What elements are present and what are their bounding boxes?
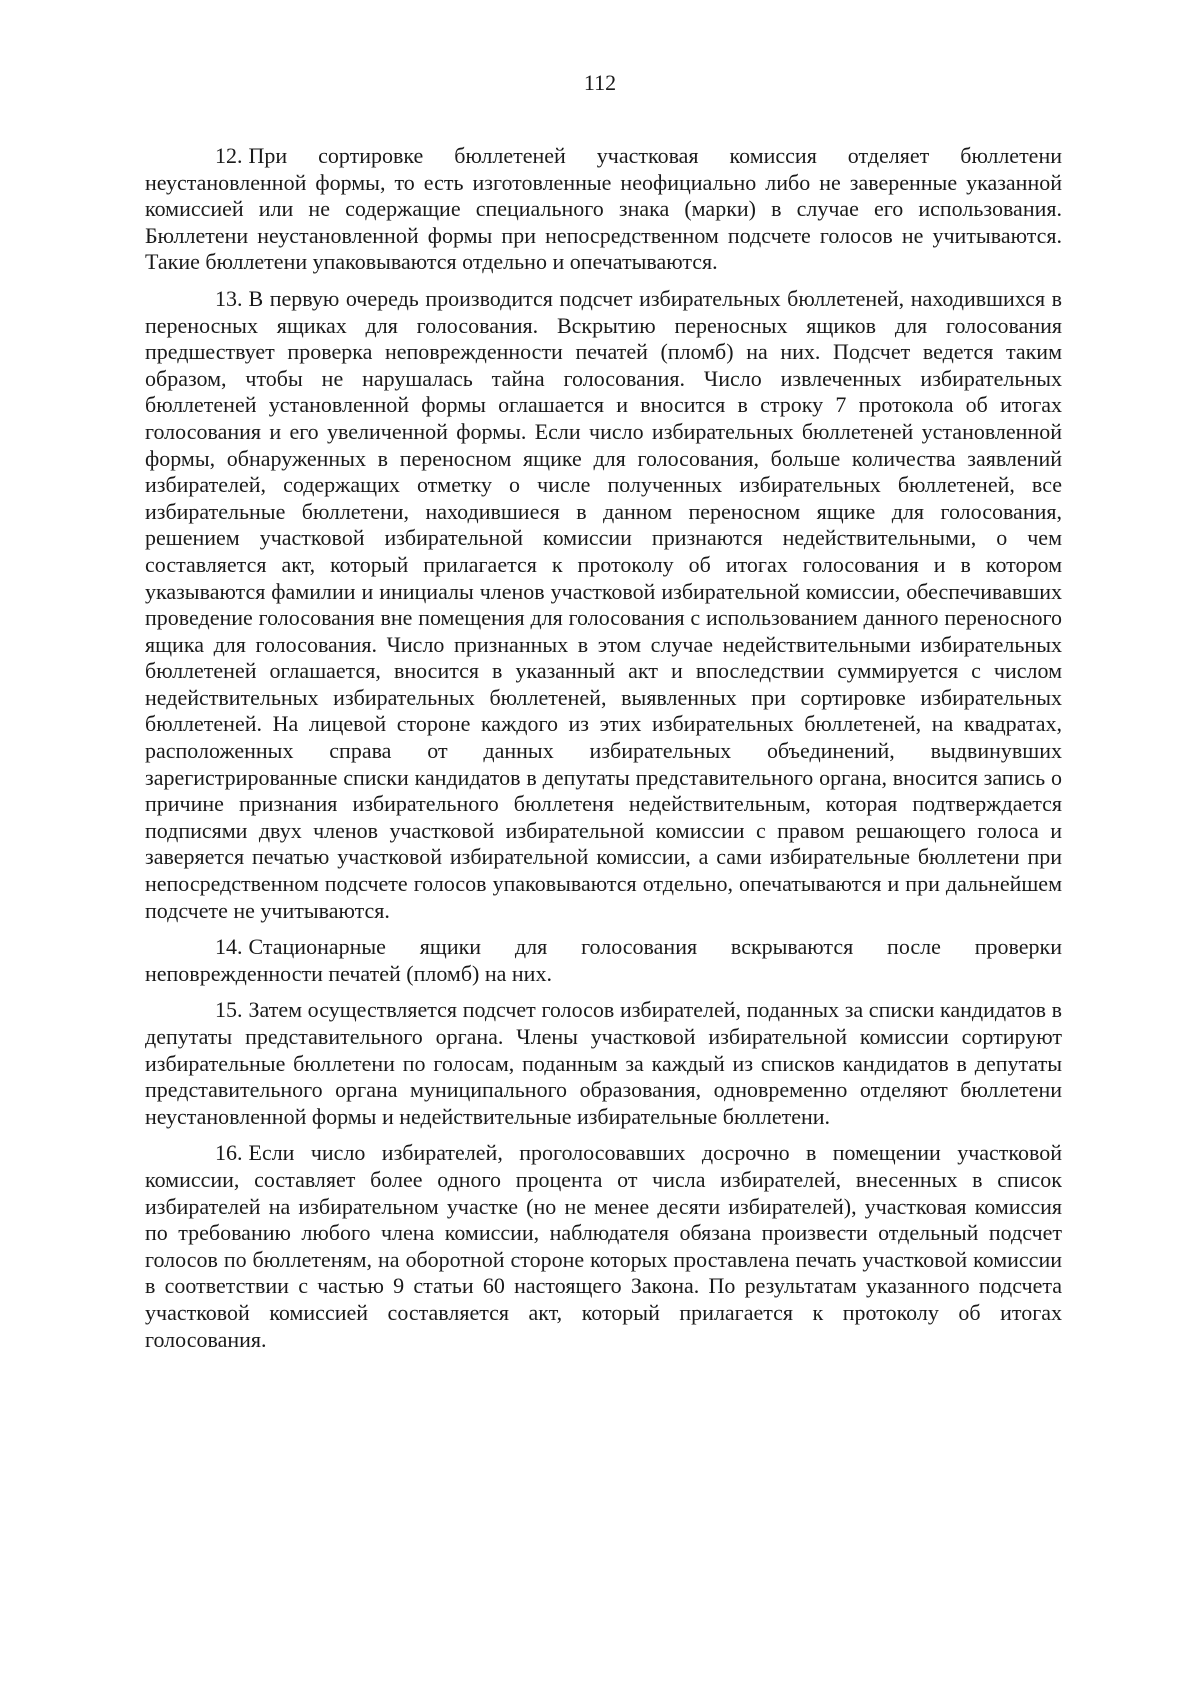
paragraph-number: 12. bbox=[215, 143, 243, 168]
paragraph-14 bbox=[145, 934, 1062, 987]
paragraph-number: 13. bbox=[215, 285, 243, 311]
paragraph-12 bbox=[145, 143, 1062, 276]
paragraph-16 bbox=[145, 1140, 1062, 1353]
document-body bbox=[145, 143, 1062, 1363]
paragraph-text: При сортировке бюллетеней участковая комиссия отделяет бюллетени неустановленной формы, то есть изготовленные неофициально либо не заверенные указанной комиссией или не содержащие специального знака (марки) в случае его использования. Бюллетени неустановленной формы при непосредственном подсчете голосов не учитываются. Такие бюллетени упаковываются отдельно и опечатываются. bbox=[145, 143, 1062, 275]
paragraph-text: Если число избирателей, проголосовавших досрочно в помещении участковой комиссии, составляет более одного процента от числа избирателей, внесенных в список избирателей на избирательном участке (но не менее десяти избирателей), участковая комиссия по требованию любого члена комиссии, наблюдателя обязана произвести отдельный подсчет голосов по бюллетеням, на оборотной стороне которых проставлена печать участковой комиссии в соответствии с частью 9 статьи 60 настоящего Закона. По результатам указанного подсчета участковой комиссией составляется акт, который прилагается к протоколу об итогах голосования. bbox=[145, 1140, 1062, 1352]
paragraph-text: В первую очередь производится подсчет избирательных бюллетеней, находившихся в переносных ящиках для голосования. Вскрытию переносных ящиков для голосования предшествует проверка неповрежденности печатей (пломб) на них. Подсчет ведется таким образом, чтобы не нарушалась тайна голосования. Число извлеченных избирательных бюллетеней установленной формы оглашается и вносится в строку 7 протокола об итогах голосования и его увеличенной формы. Если число избирательных бюллетеней установленной формы, обнаруженных в переносном ящике для голосования, больше количества заявлений избирателей, содержащих отметку о числе полученных избирательных бюллетеней, все избирательные бюллетени, находившиеся в данном переносном ящике для голосования, решением участковой избирательной комиссии признаются недействительными, о чем составляется акт, который прилагается к протоколу об итогах голосования и в котором указываются фамилии и инициалы членов участковой избирательной комиссии, обеспечивавших проведение голосования вне помещения для голосования с использованием данного переносного ящика для голосования. Число признанных в этом случае недействительными избирательных бюллетеней оглашается, вносится в указанный акт и впоследствии суммируется с числом недействительных избирательных бюллетеней, выявленных при сортировке избирательных бюллетеней. На лицевой стороне каждого из этих избирательных бюллетеней, на квадратах, расположенных справа от данных избирательных объединений, выдвинувших зарегистрированные списки кандидатов в депутаты представительного органа, вносится запись о причине признания избирательного бюллетеня недействительным, которая подтверждается подписями двух членов участковой избирательной комиссии с правом решающего голоса и заверяется печатью участковой избирательной комиссии, а сами избирательные бюллетени при непосредственном подсчете голосов упаковываются отдельно, опечатываются и при дальнейшем подсчете не учитываются. bbox=[145, 285, 1062, 923]
paragraph-number: 16. bbox=[215, 1140, 243, 1166]
paragraph-13 bbox=[145, 286, 1062, 924]
paragraph-text: Стационарные ящики для голосования вскрываются после проверки неповрежденности печатей (пломб) на них. bbox=[145, 934, 1062, 986]
page-number: 112 bbox=[583, 70, 617, 95]
paragraph-number: 15. bbox=[215, 997, 243, 1023]
paragraph-15 bbox=[145, 997, 1062, 1130]
paragraph-number: 14. bbox=[215, 934, 243, 960]
paragraph-text: Затем осуществляется подсчет голосов избирателей, поданных за списки кандидатов в депутаты представительного органа. Члены участковой избирательной комиссии сортируют избирательные бюллетени по голосам, поданным за каждый из списков кандидатов в депутаты представительного органа муниципального образования, одновременно отделяют бюллетени неустановленной формы и недействительные избирательные бюллетени. bbox=[145, 997, 1062, 1129]
